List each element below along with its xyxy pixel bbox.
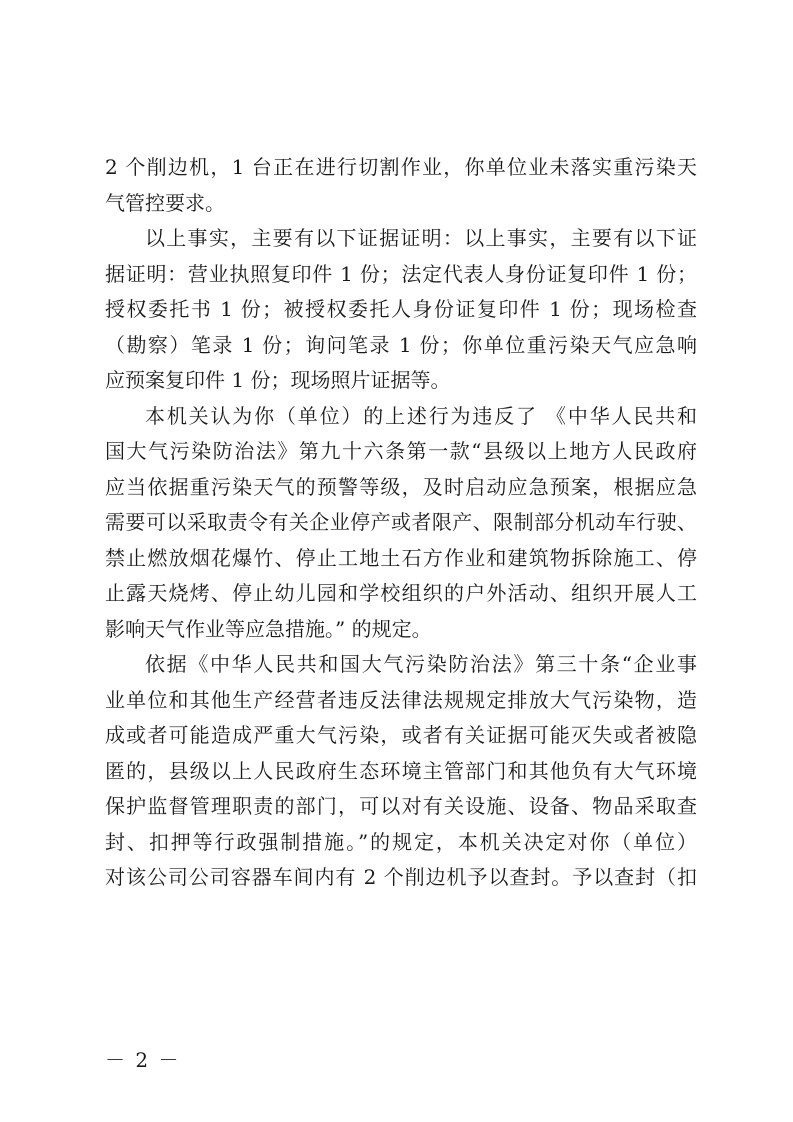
paragraph — [105, 150, 697, 221]
text-line: 对该公司公司容器车间内有 2 个削边机予以查封。予以查封（扣 — [105, 865, 697, 889]
text-line: 禁止燃放烟花爆竹、停止工地土石方作业和建筑物拆除施工、停 — [105, 545, 697, 570]
paragraph — [105, 221, 697, 399]
page-number: － 2 － — [105, 1048, 181, 1072]
text-line: 需要可以采取责令有关企业停产或者限产、限制部分机动车行驶、 — [105, 510, 697, 534]
text-line: 成或者可能造成严重大气污染，或者有关证据可能灭失或者被隐 — [105, 723, 697, 747]
paragraph — [105, 647, 697, 896]
body-text — [105, 150, 697, 896]
text-line: 止露天烧烤、停止幼儿园和学校组织的户外活动、组织开展人工 — [105, 581, 697, 605]
text-line: 以上事实，主要有以下证据证明：以上事实，主要有以下证 — [145, 226, 697, 250]
text-line: （勘察）笔录 1 份；询问笔录 1 份；你单位重污染天气应急响 — [105, 332, 697, 357]
text-line: 封、扣押等行政强制措施。”的规定，本机关决定对你（单位） — [105, 829, 697, 854]
text-line: 气管控要求。 — [105, 190, 225, 215]
text-line: 国大气污染防治法》第九十六条第一款“县级以上地方人民政府 — [105, 439, 697, 463]
text-line: 依据《中华人民共和国大气污染防治法》第三十条“企业事 — [145, 652, 697, 676]
paragraph — [105, 399, 697, 648]
text-line: 本机关认为你（单位）的上述行为违反了 《中华人民共和 — [145, 403, 697, 428]
text-line: 2 个削边机，1 台正在进行切割作业，你单位业未落实重污染天 — [105, 155, 697, 179]
text-line: 影响天气作业等应急措施。” 的规定。 — [105, 616, 432, 641]
text-line: 应预案复印件 1 份；现场照片证据等。 — [105, 368, 451, 392]
text-line: 授权委托书 1 份；被授权委托人身份证复印件 1 份；现场检查 — [105, 297, 697, 321]
text-line: 保护监督管理职责的部门，可以对有关设施、设备、物品采取查 — [105, 794, 697, 818]
text-line: 匿的，县级以上人民政府生态环境主管部门和其他负有大气环境 — [105, 758, 697, 783]
text-line: 据证明：营业执照复印件 1 份；法定代表人身份证复印件 1 份； — [105, 261, 697, 286]
text-line: 应当依据重污染天气的预警等级，及时启动应急预案，根据应急 — [105, 474, 697, 499]
text-line: 业单位和其他生产经营者违反法律法规规定排放大气污染物，造 — [105, 687, 697, 712]
